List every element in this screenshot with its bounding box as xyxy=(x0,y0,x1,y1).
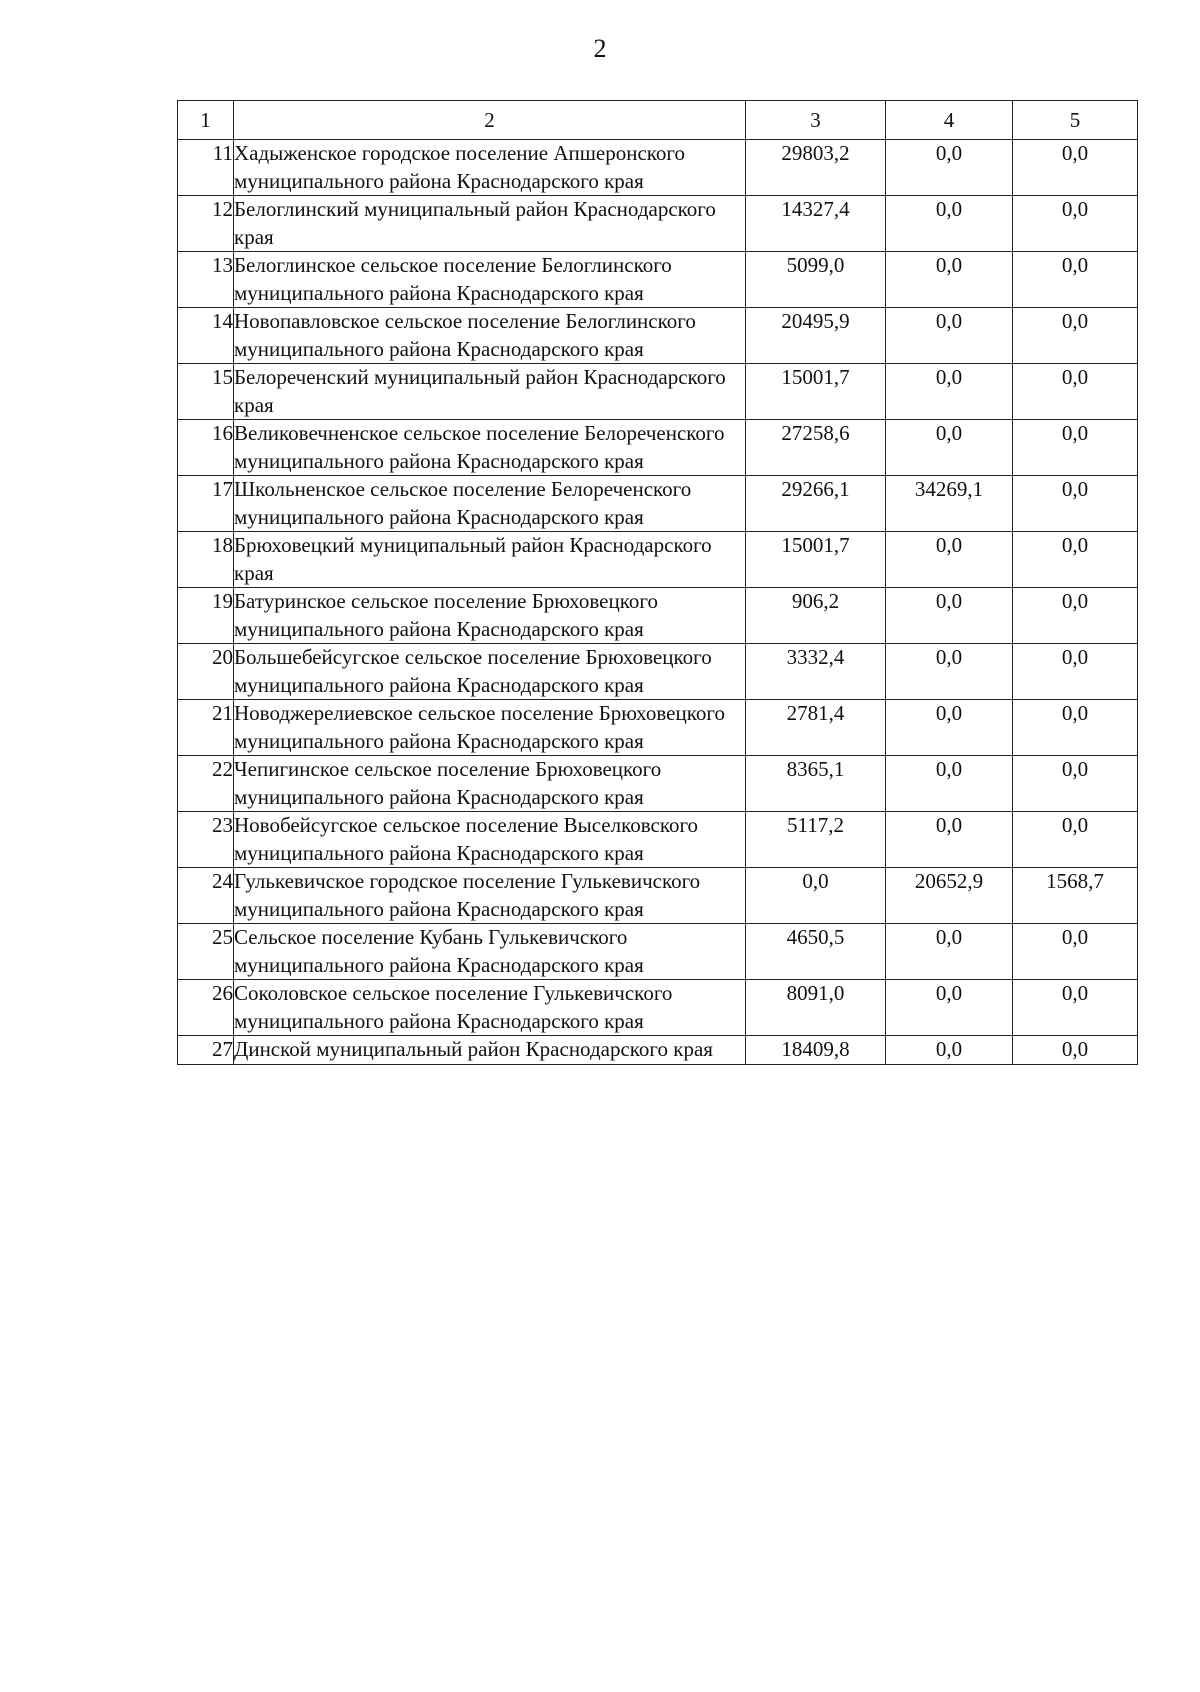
row-value-col4: 0,0 xyxy=(886,756,1013,812)
row-value-col3: 27258,6 xyxy=(746,420,886,476)
header-col-4: 4 xyxy=(886,101,1013,140)
row-value-col3: 29803,2 xyxy=(746,140,886,196)
row-value-col3: 29266,1 xyxy=(746,476,886,532)
row-value-col4: 0,0 xyxy=(886,644,1013,700)
row-value-col5: 1568,7 xyxy=(1013,868,1138,924)
row-name: Белоглинский муниципальный район Краснодарского края xyxy=(234,196,746,252)
row-number: 17 xyxy=(178,476,234,532)
row-number: 20 xyxy=(178,644,234,700)
row-value-col5: 0,0 xyxy=(1013,588,1138,644)
table-row xyxy=(178,140,1138,196)
table-row xyxy=(178,980,1138,1036)
row-value-col3: 14327,4 xyxy=(746,196,886,252)
row-value-col4: 0,0 xyxy=(886,980,1013,1036)
row-name: Чепигинское сельское поселение Брюховецкого муниципального района Краснодарского края xyxy=(234,756,746,812)
row-number: 16 xyxy=(178,420,234,476)
table-row xyxy=(178,924,1138,980)
row-name: Белоглинское сельское поселение Белоглинского муниципального района Краснодарского края xyxy=(234,252,746,308)
table-row xyxy=(178,700,1138,756)
row-value-col5: 0,0 xyxy=(1013,756,1138,812)
row-value-col5: 0,0 xyxy=(1013,924,1138,980)
table-row xyxy=(178,476,1138,532)
header-col-5: 5 xyxy=(1013,101,1138,140)
row-value-col5: 0,0 xyxy=(1013,140,1138,196)
row-name: Гулькевичское городское поселение Гулькевичского муниципального района Краснодарского края xyxy=(234,868,746,924)
row-value-col3: 4650,5 xyxy=(746,924,886,980)
row-value-col3: 20495,9 xyxy=(746,308,886,364)
row-number: 27 xyxy=(178,1036,234,1065)
row-name: Новоджерелиевское сельское поселение Брюховецкого муниципального района Краснодарского края xyxy=(234,700,746,756)
row-value-col5: 0,0 xyxy=(1013,644,1138,700)
row-value-col3: 8091,0 xyxy=(746,980,886,1036)
row-value-col5: 0,0 xyxy=(1013,252,1138,308)
row-number: 25 xyxy=(178,924,234,980)
row-value-col5: 0,0 xyxy=(1013,812,1138,868)
row-value-col5: 0,0 xyxy=(1013,308,1138,364)
table-row xyxy=(178,420,1138,476)
row-value-col3: 5099,0 xyxy=(746,252,886,308)
row-value-col4: 0,0 xyxy=(886,700,1013,756)
header-col-1: 1 xyxy=(178,101,234,140)
table-row xyxy=(178,1036,1138,1065)
row-name: Соколовское сельское поселение Гулькевичского муниципального района Краснодарского края xyxy=(234,980,746,1036)
table-row xyxy=(178,308,1138,364)
row-value-col4: 0,0 xyxy=(886,1036,1013,1065)
row-name: Динской муниципальный район Краснодарского края xyxy=(234,1036,746,1065)
row-value-col4: 0,0 xyxy=(886,588,1013,644)
row-value-col4: 0,0 xyxy=(886,140,1013,196)
row-name: Хадыженское городское поселение Апшеронского муниципального района Краснодарского края xyxy=(234,140,746,196)
row-value-col5: 0,0 xyxy=(1013,1036,1138,1065)
row-number: 21 xyxy=(178,700,234,756)
row-number: 14 xyxy=(178,308,234,364)
row-number: 26 xyxy=(178,980,234,1036)
row-value-col3: 8365,1 xyxy=(746,756,886,812)
row-name: Большебейсугское сельское поселение Брюховецкого муниципального района Краснодарского края xyxy=(234,644,746,700)
row-name: Брюховецкий муниципальный район Краснодарского края xyxy=(234,532,746,588)
row-value-col4: 0,0 xyxy=(886,532,1013,588)
table-row xyxy=(178,812,1138,868)
row-value-col5: 0,0 xyxy=(1013,420,1138,476)
row-name: Белореченский муниципальный район Краснодарского края xyxy=(234,364,746,420)
row-value-col5: 0,0 xyxy=(1013,364,1138,420)
row-value-col4: 0,0 xyxy=(886,252,1013,308)
page-number: 2 xyxy=(593,34,607,63)
row-value-col5: 0,0 xyxy=(1013,980,1138,1036)
table-row xyxy=(178,756,1138,812)
header-row xyxy=(178,101,1138,140)
table-row xyxy=(178,196,1138,252)
row-value-col4: 0,0 xyxy=(886,196,1013,252)
row-name: Школьненское сельское поселение Белореченского муниципального района Краснодарского края xyxy=(234,476,746,532)
header-col-2: 2 xyxy=(234,101,746,140)
row-number: 19 xyxy=(178,588,234,644)
row-value-col4: 20652,9 xyxy=(886,868,1013,924)
table-row xyxy=(178,252,1138,308)
row-value-col5: 0,0 xyxy=(1013,532,1138,588)
row-value-col3: 3332,4 xyxy=(746,644,886,700)
row-value-col5: 0,0 xyxy=(1013,476,1138,532)
row-value-col3: 15001,7 xyxy=(746,364,886,420)
row-value-col4: 0,0 xyxy=(886,812,1013,868)
header-col-3: 3 xyxy=(746,101,886,140)
row-number: 15 xyxy=(178,364,234,420)
row-number: 11 xyxy=(178,140,234,196)
row-name: Сельское поселение Кубань Гулькевичского муниципального района Краснодарского края xyxy=(234,924,746,980)
row-number: 22 xyxy=(178,756,234,812)
table-row xyxy=(178,644,1138,700)
row-value-col4: 0,0 xyxy=(886,420,1013,476)
row-value-col3: 15001,7 xyxy=(746,532,886,588)
row-value-col3: 906,2 xyxy=(746,588,886,644)
row-value-col3: 2781,4 xyxy=(746,700,886,756)
row-value-col4: 34269,1 xyxy=(886,476,1013,532)
table-row xyxy=(178,868,1138,924)
row-value-col3: 18409,8 xyxy=(746,1036,886,1065)
row-value-col4: 0,0 xyxy=(886,364,1013,420)
row-name: Новопавловское сельское поселение Белоглинского муниципального района Краснодарского края xyxy=(234,308,746,364)
row-number: 12 xyxy=(178,196,234,252)
row-name: Новобейсугское сельское поселение Выселковского муниципального района Краснодарского края xyxy=(234,812,746,868)
row-name: Батуринское сельское поселение Брюховецкого муниципального района Краснодарского края xyxy=(234,588,746,644)
row-number: 18 xyxy=(178,532,234,588)
row-name: Великовечненское сельское поселение Белореченского муниципального района Краснодарского края xyxy=(234,420,746,476)
table-row xyxy=(178,588,1138,644)
row-value-col3: 5117,2 xyxy=(746,812,886,868)
row-number: 13 xyxy=(178,252,234,308)
table-row xyxy=(178,364,1138,420)
data-table xyxy=(177,100,1138,1065)
row-number: 24 xyxy=(178,868,234,924)
row-value-col5: 0,0 xyxy=(1013,700,1138,756)
table-row xyxy=(178,532,1138,588)
row-value-col5: 0,0 xyxy=(1013,196,1138,252)
row-value-col4: 0,0 xyxy=(886,308,1013,364)
row-value-col4: 0,0 xyxy=(886,924,1013,980)
row-number: 23 xyxy=(178,812,234,868)
row-value-col3: 0,0 xyxy=(746,868,886,924)
